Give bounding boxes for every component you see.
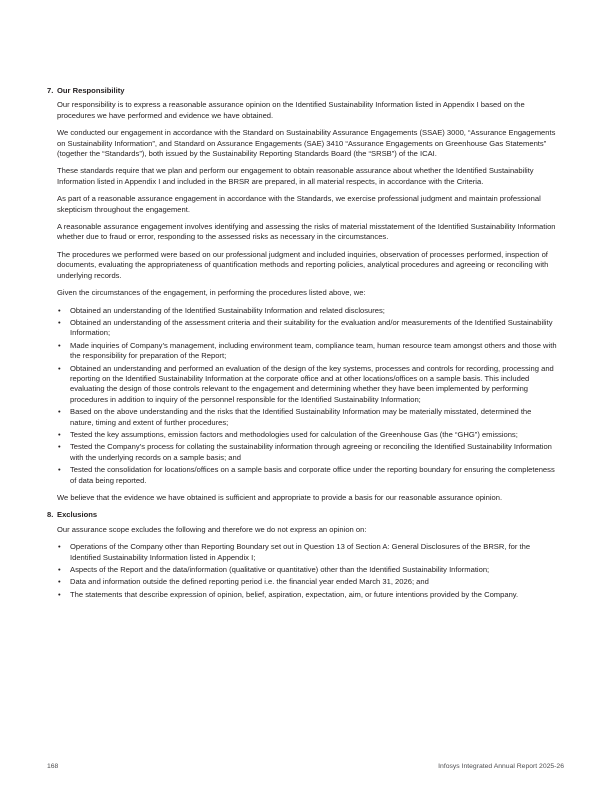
list-item: • Aspects of the Report and the data/information (qualitative or quantitative) other than the Identified Sustainability Information; bbox=[57, 565, 557, 575]
page-footer bbox=[47, 762, 564, 772]
list-item: • Tested the consolidation for locations/offices on a sample basis and corporate office under the reporting boundary for ensuring the completeness of data being reported. bbox=[57, 465, 557, 486]
exclusions-list bbox=[57, 542, 557, 600]
section-8-heading bbox=[47, 510, 557, 520]
section-7-number: 7. bbox=[47, 86, 54, 95]
paragraph: Our responsibility is to express a reasonable assurance opinion on the Identified Sustainability Information listed in Appendix I based on the procedures we have performed and evidence we have obtained. bbox=[57, 100, 525, 120]
paragraph: These standards require that we plan and perform our engagement to obtain reasonable assurance about whether the Identified Sustainability Information listed in Appendix I and included in the BRSR are prepared, in all material respects, in accordance with the Criteria. bbox=[57, 166, 534, 186]
list-item: • The statements that describe expression of opinion, belief, aspiration, expectation, aim, or future intentions provided by the Company. bbox=[57, 590, 557, 600]
list-item: • Obtained an understanding and performed an evaluation of the design of the key systems, processes and controls for recording, processing and reporting on the Identified Sustainability Information at the corporate office and at other locations/offices on a sample basis. This included evaluating the design of those controls relevant to the engagement and determining whether they have been implemented by performing procedures in addition to inquiry of the personnel responsible for the Identified Sustainability Information; bbox=[57, 364, 557, 406]
list-item: • Based on the above understanding and the risks that the Identified Sustainability Information may be materially misstated, determined the nature, timing and extent of further procedures; bbox=[57, 407, 557, 428]
section-7-title: Our Responsibility bbox=[57, 86, 125, 95]
procedures-list bbox=[57, 306, 557, 487]
paragraph: We conducted our engagement in accordance with the Standard on Sustainability Assurance Engagements (SSAE) 3000, “Assurance Engagements on Sustainability Information”, and Standard on Assurance Engagements (SAE) 3410 “Assurance Engagements on Greenhouse Gas Statements” (together the “Standards”), both issued by the Sustainability Reporting Standards Board (the “SRSB”) of the ICAI. bbox=[57, 128, 556, 159]
section-8-body bbox=[47, 525, 557, 600]
paragraph: A reasonable assurance engagement involves identifying and assessing the risks of material misstatement of the Identified Sustainability Information whether due to fraud or error, responding to the assessed risks as necessary in the circumstances. bbox=[57, 222, 556, 242]
paragraph: Given the circumstances of the engagement, in performing the procedures listed above, we: bbox=[57, 288, 366, 298]
list-item: • Obtained an understanding of the Identified Sustainability Information and related disclosures; bbox=[57, 306, 557, 316]
list-item: • Tested the key assumptions, emission factors and methodologies used for calculation of the Greenhouse Gas (the “GHG”) emissions; bbox=[57, 430, 557, 440]
section-8-number: 8. bbox=[47, 510, 54, 520]
paragraph: We believe that the evidence we have obtained is sufficient and appropriate to provide a basis for our reasonable assurance opinion. bbox=[57, 493, 503, 502]
section-8-title: Exclusions bbox=[57, 510, 98, 520]
list-item: • Data and information outside the defined reporting period i.e. the financial year ended March 31, 2026; and bbox=[57, 577, 557, 587]
paragraph: Our assurance scope excludes the following and therefore we do not express an opinion on: bbox=[57, 524, 367, 534]
paragraph: As part of a reasonable assurance engagement in accordance with the Standards, we exercise professional judgment and maintain professional skepticism throughout the engagement. bbox=[57, 194, 541, 214]
list-item: • Tested the Company’s process for collating the sustainability information through agreeing or reconciling the Identified Sustainability Information with the underlying records on a sample basis; and bbox=[57, 442, 557, 463]
list-item: • Made inquiries of Company’s management, including environment team, compliance team, human resource team amongst others and those with the responsibility for preparation of the Report; bbox=[57, 341, 557, 362]
list-item: • Obtained an understanding of the assessment criteria and their suitability for the evaluation and/or measurements of the Identified Sustainability Information; bbox=[57, 318, 557, 339]
list-item: • Operations of the Company other than Reporting Boundary set out in Question 13 of Section A: General Disclosures of the BRSR, for the Identified Sustainability Information listed in Appendix I; bbox=[57, 542, 557, 563]
section-7-body bbox=[47, 100, 557, 503]
page-content bbox=[47, 86, 557, 607]
page-number: 168 bbox=[47, 763, 59, 770]
report-title: Infosys Integrated Annual Report 2025-26 bbox=[438, 763, 564, 770]
paragraph: The procedures we performed were based on our professional judgment and included inquiries, observation of processes performed, inspection of documents, evaluating the appropriateness of quantification methods and reporting policies, analytical procedures and agreeing or reconciling with underlying records. bbox=[57, 249, 549, 280]
section-7-heading bbox=[47, 86, 557, 96]
